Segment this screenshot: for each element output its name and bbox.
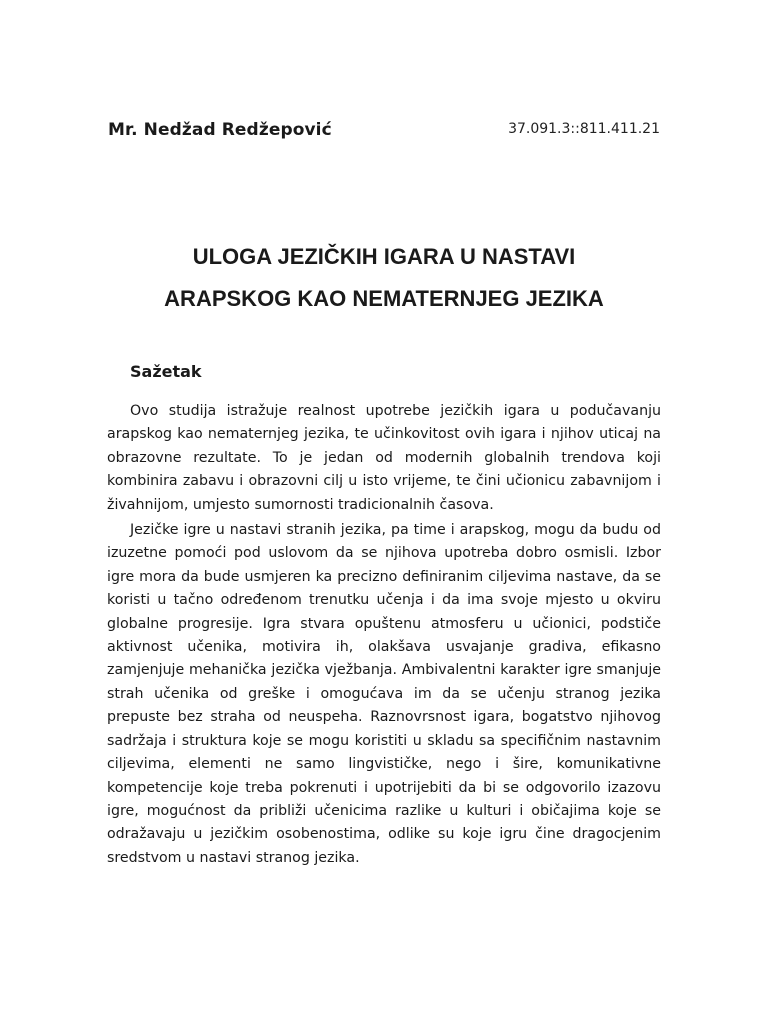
paper-title (0, 236, 768, 320)
abstract-paragraph-2: Jezičke igre u nastavi stranih jezika, pa time i arapskog, mogu da budu od izuzetne pomoći pod uslovom da se njihova upotreba dobro osmisli. Izbor igre mora da bude usmjeren ka precizno definiranim ciljevima nastave, da se koristi u tačno određenom trenutku učenja i da ima svoje mjesto u okviru globalne progresije. Igra stvara opuštenu atmosferu u učionici, podstiče aktivnost učenika, motivira ih, olakšava usvajanje gradiva, efikasno zamjenjuje mehanička jezička vježbanja. Ambivalentni karakter igre smanjuje strah učenika od greške i omogućava im da se učenju stranog jezika prepuste bez straha od neuspeha. Raznovrsnost igara, bogatstvo njihovog sadržaja i struktura koje se mogu koristiti u skladu sa specifičnim nastavnim ciljevima, elementi ne samo lingvističke, nego i šire, komunikativne kompetencije koje treba pokrenuti i upotrijebiti da bi se odgovorilo izazovu igre, mogućnost da približi učenicima razlike u kulturi i običajima koje se odražavaju u jezičkim osobenostima, odlike su koje igru čine dragocjenim sredstvom u nastavi stranog jezika. (107, 522, 661, 866)
abstract-body (107, 400, 661, 872)
paper-title-line-2: ARAPSKOG KAO NEMATERNJEG JEZIKA (164, 286, 604, 311)
udc-classification: 37.091.3::811.411.21 (508, 121, 660, 137)
abstract-heading: Sažetak (130, 362, 202, 381)
abstract-paragraph-1: Ovo studija istražuje realnost upotrebe jezičkih igara u podučavanju arapskog kao nematernjeg jezika, te učinkovitost ovih igara i njihov uticaj na obrazovne rezultate. To je jedan od modernih globalnih trendova koji kombinira zabavu i obrazovni cilj u isto vrijeme, te čini učionicu zabavnijom i živahnijom, umjesto sumornosti tradicionalnih časova. (107, 403, 661, 513)
paper-title-line-1: ULOGA JEZIČKIH IGARA U NASTAVI (192, 244, 576, 269)
author-name: Mr. Nedžad Redžepović (108, 120, 332, 140)
